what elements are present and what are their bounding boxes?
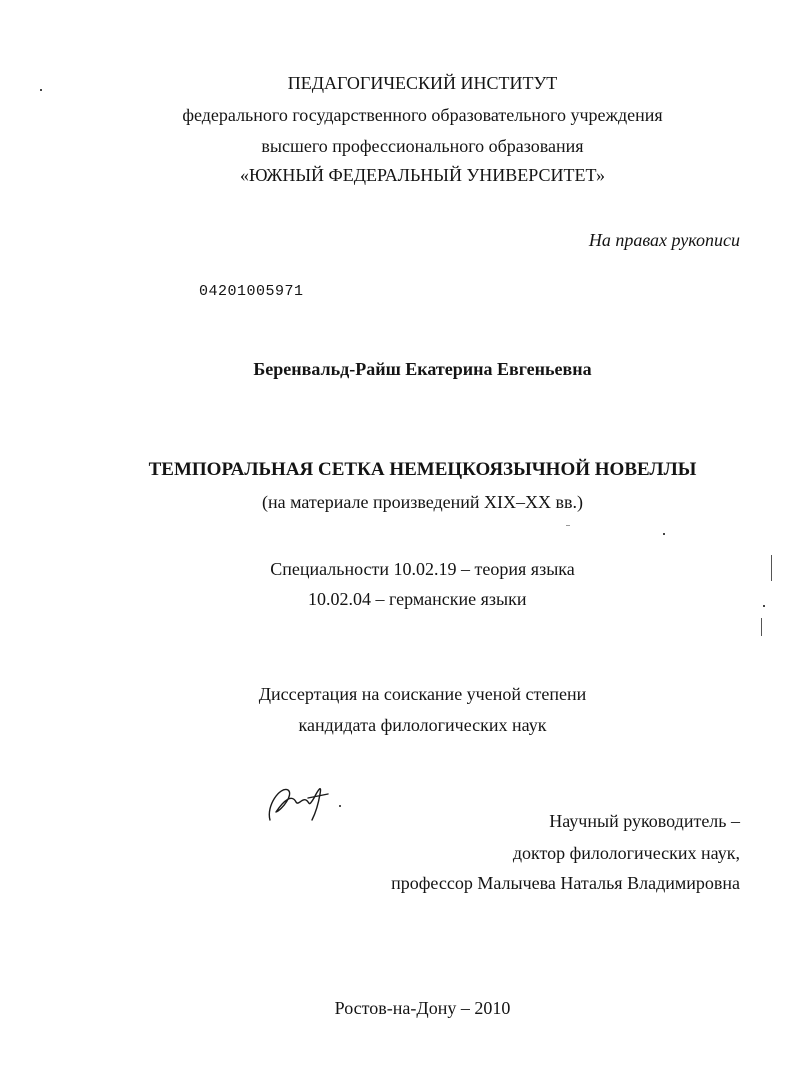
signature-image: [262, 776, 352, 826]
author-name: Беренвальд-Райш Екатерина Евгеньевна: [253, 359, 592, 379]
scan-edge-mark: [771, 555, 772, 581]
institution-line-higher-education: высшего профессионального образования: [261, 136, 584, 156]
catalog-number: 04201005971: [199, 283, 304, 300]
scan-speck: [663, 533, 665, 535]
scan-speck: [40, 89, 42, 91]
thesis-subtitle: (на материале произведений XIX–XX вв.): [261, 492, 584, 512]
scan-speck: [566, 525, 570, 526]
supervisor-line-2: доктор филологических наук,: [512, 843, 740, 863]
institution-line-federal: федерального государственного образовательного учреждения: [182, 105, 663, 125]
scan-edge-mark: [761, 618, 762, 636]
specialty-line-1: Специальности 10.02.19 – теория языка: [270, 559, 575, 579]
specialty-line-2: 10.02.04 – германские языки: [308, 589, 527, 609]
scan-speck: [763, 605, 765, 607]
supervisor-line-1: Научный руководитель –: [549, 811, 740, 831]
thesis-title: ТЕМПОРАЛЬНАЯ СЕТКА НЕМЕЦКОЯЗЫЧНОЙ НОВЕЛЛЫ: [148, 459, 697, 480]
rights-note: На правах рукописи: [588, 230, 740, 250]
university-name: «ЮЖНЫЙ ФЕДЕРАЛЬНЫЙ УНИВЕРСИТЕТ»: [239, 165, 605, 185]
degree-line-1: Диссертация на соискание ученой степени: [258, 684, 587, 704]
degree-line-2: кандидата филологических наук: [298, 715, 547, 735]
city-year: Ростов-на-Дону – 2010: [334, 998, 511, 1018]
supervisor-line-3: профессор Малычева Наталья Владимировна: [391, 873, 740, 893]
institute-name: ПЕДАГОГИЧЕСКИЙ ИНСТИТУТ: [287, 73, 558, 93]
